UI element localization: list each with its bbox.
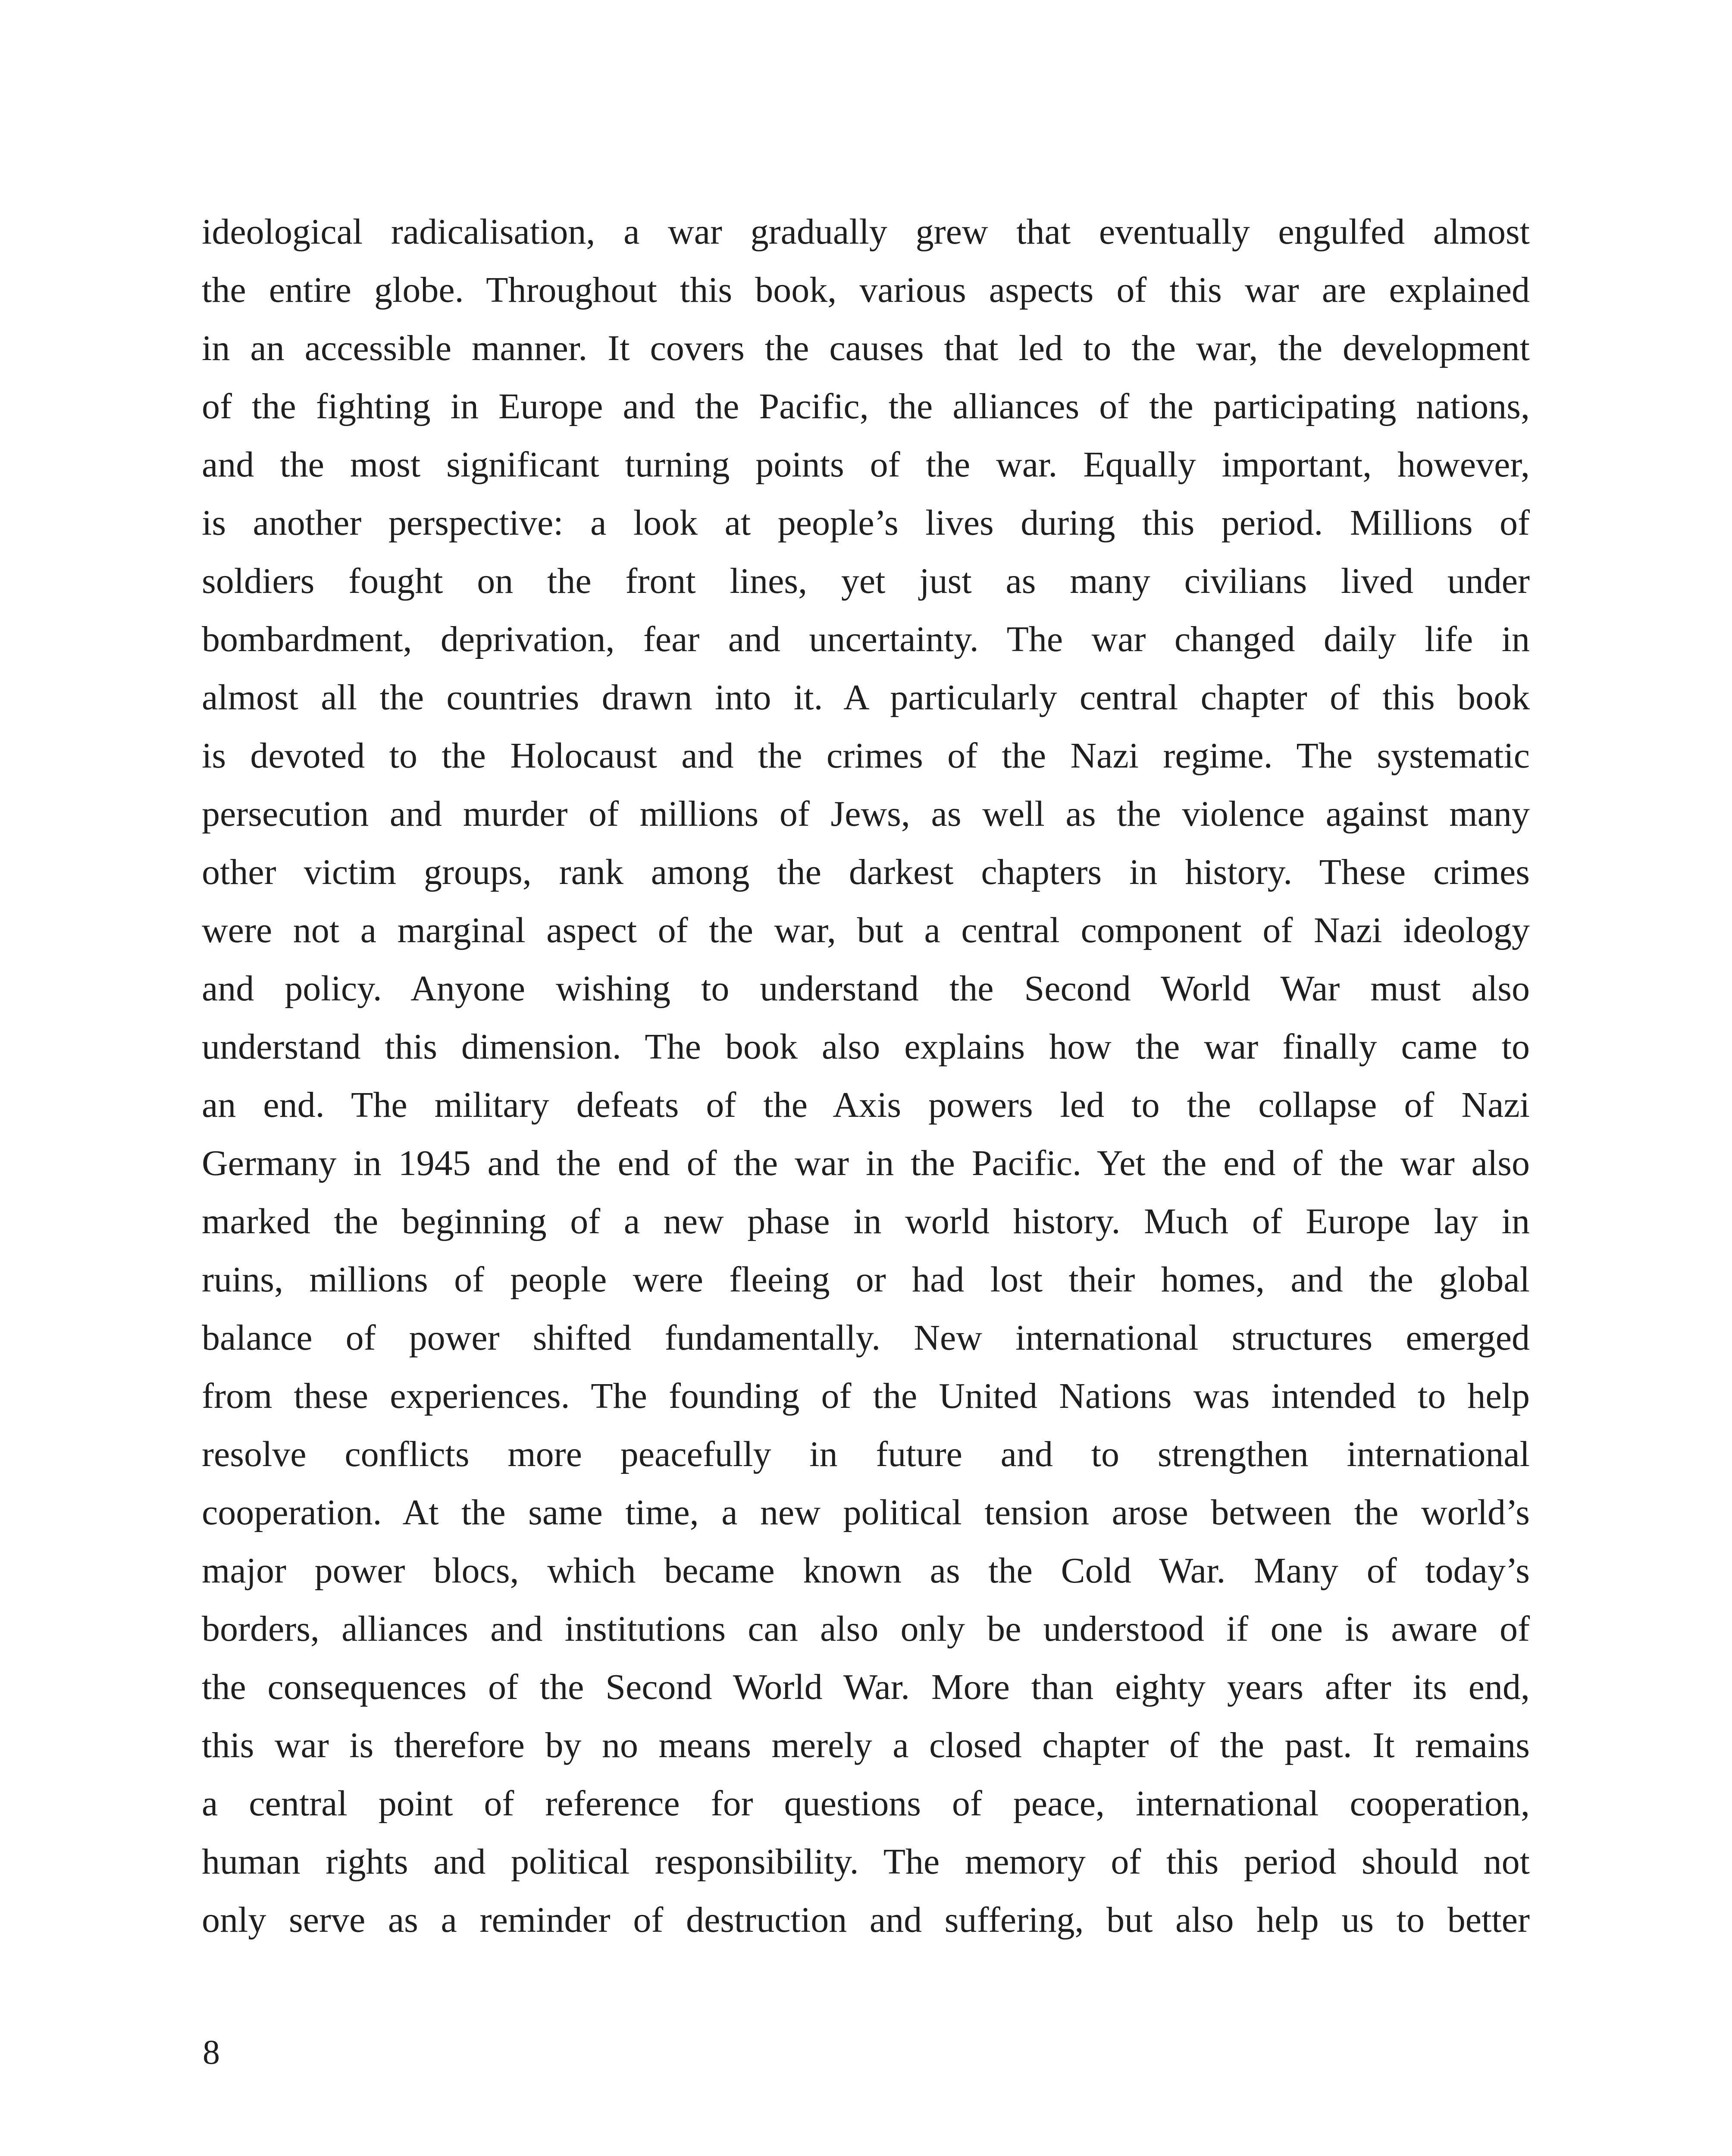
text-line: the entire globe. Throughout this book, various aspects of this war are explained bbox=[202, 270, 1530, 310]
body-text bbox=[202, 203, 1530, 1949]
text-line: human rights and political responsibility. The memory of this period should not bbox=[202, 1842, 1530, 1882]
text-line: borders, alliances and institutions can also only be understood if one is aware of bbox=[202, 1609, 1530, 1649]
text-line: this war is therefore by no means merely a closed chapter of the past. It remains bbox=[202, 1725, 1530, 1765]
text-line: only serve as a reminder of destruction and suffering, but also help us to better bbox=[202, 1900, 1530, 1940]
text-line: the consequences of the Second World War. More than eighty years after its end, bbox=[202, 1667, 1530, 1707]
text-line: and the most significant turning points of the war. Equally important, however, bbox=[202, 445, 1530, 485]
text-line: ideological radicalisation, a war gradually grew that eventually engulfed almost bbox=[202, 212, 1530, 252]
text-line: persecution and murder of millions of Jews, as well as the violence against many bbox=[202, 794, 1530, 834]
text-line: soldiers fought on the front lines, yet just as many civilians lived under bbox=[202, 561, 1530, 601]
text-line: is devoted to the Holocaust and the crimes of the Nazi regime. The systematic bbox=[202, 736, 1530, 776]
text-line: ruins, millions of people were fleeing or had lost their homes, and the global bbox=[202, 1260, 1530, 1300]
text-line: resolve conflicts more peacefully in future and to strengthen international bbox=[202, 1434, 1530, 1474]
text-line: were not a marginal aspect of the war, but a central component of Nazi ideology bbox=[202, 910, 1530, 950]
text-line: cooperation. At the same time, a new political tension arose between the world’s bbox=[202, 1492, 1530, 1532]
text-line: Germany in 1945 and the end of the war in the Pacific. Yet the end of the war also bbox=[202, 1143, 1530, 1183]
text-line: is another perspective: a look at people’s lives during this period. Millions of bbox=[202, 503, 1530, 543]
text-line: from these experiences. The founding of the United Nations was intended to help bbox=[202, 1376, 1530, 1416]
text-line: major power blocs, which became known as the Cold War. Many of today’s bbox=[202, 1551, 1530, 1591]
page-number: 8 bbox=[203, 2034, 220, 2071]
text-line: marked the beginning of a new phase in world history. Much of Europe lay in bbox=[202, 1201, 1530, 1241]
text-line: in an accessible manner. It covers the causes that led to the war, the development bbox=[202, 328, 1530, 368]
text-line: almost all the countries drawn into it. A particularly central chapter of this book bbox=[202, 677, 1530, 718]
text-line: understand this dimension. The book also explains how the war finally came to bbox=[202, 1027, 1530, 1067]
text-line: and policy. Anyone wishing to understand the Second World War must also bbox=[202, 968, 1530, 1009]
text-line: a central point of reference for questions of peace, international cooperation, bbox=[202, 1783, 1530, 1824]
text-line: bombardment, deprivation, fear and uncertainty. The war changed daily life in bbox=[202, 619, 1530, 659]
text-line: of the fighting in Europe and the Pacific, the alliances of the participating nations, bbox=[202, 386, 1530, 426]
text-line: balance of power shifted fundamentally. New international structures emerged bbox=[202, 1318, 1530, 1358]
text-line: an end. The military defeats of the Axis powers led to the collapse of Nazi bbox=[202, 1085, 1530, 1125]
text-line: other victim groups, rank among the darkest chapters in history. These crimes bbox=[202, 852, 1530, 892]
